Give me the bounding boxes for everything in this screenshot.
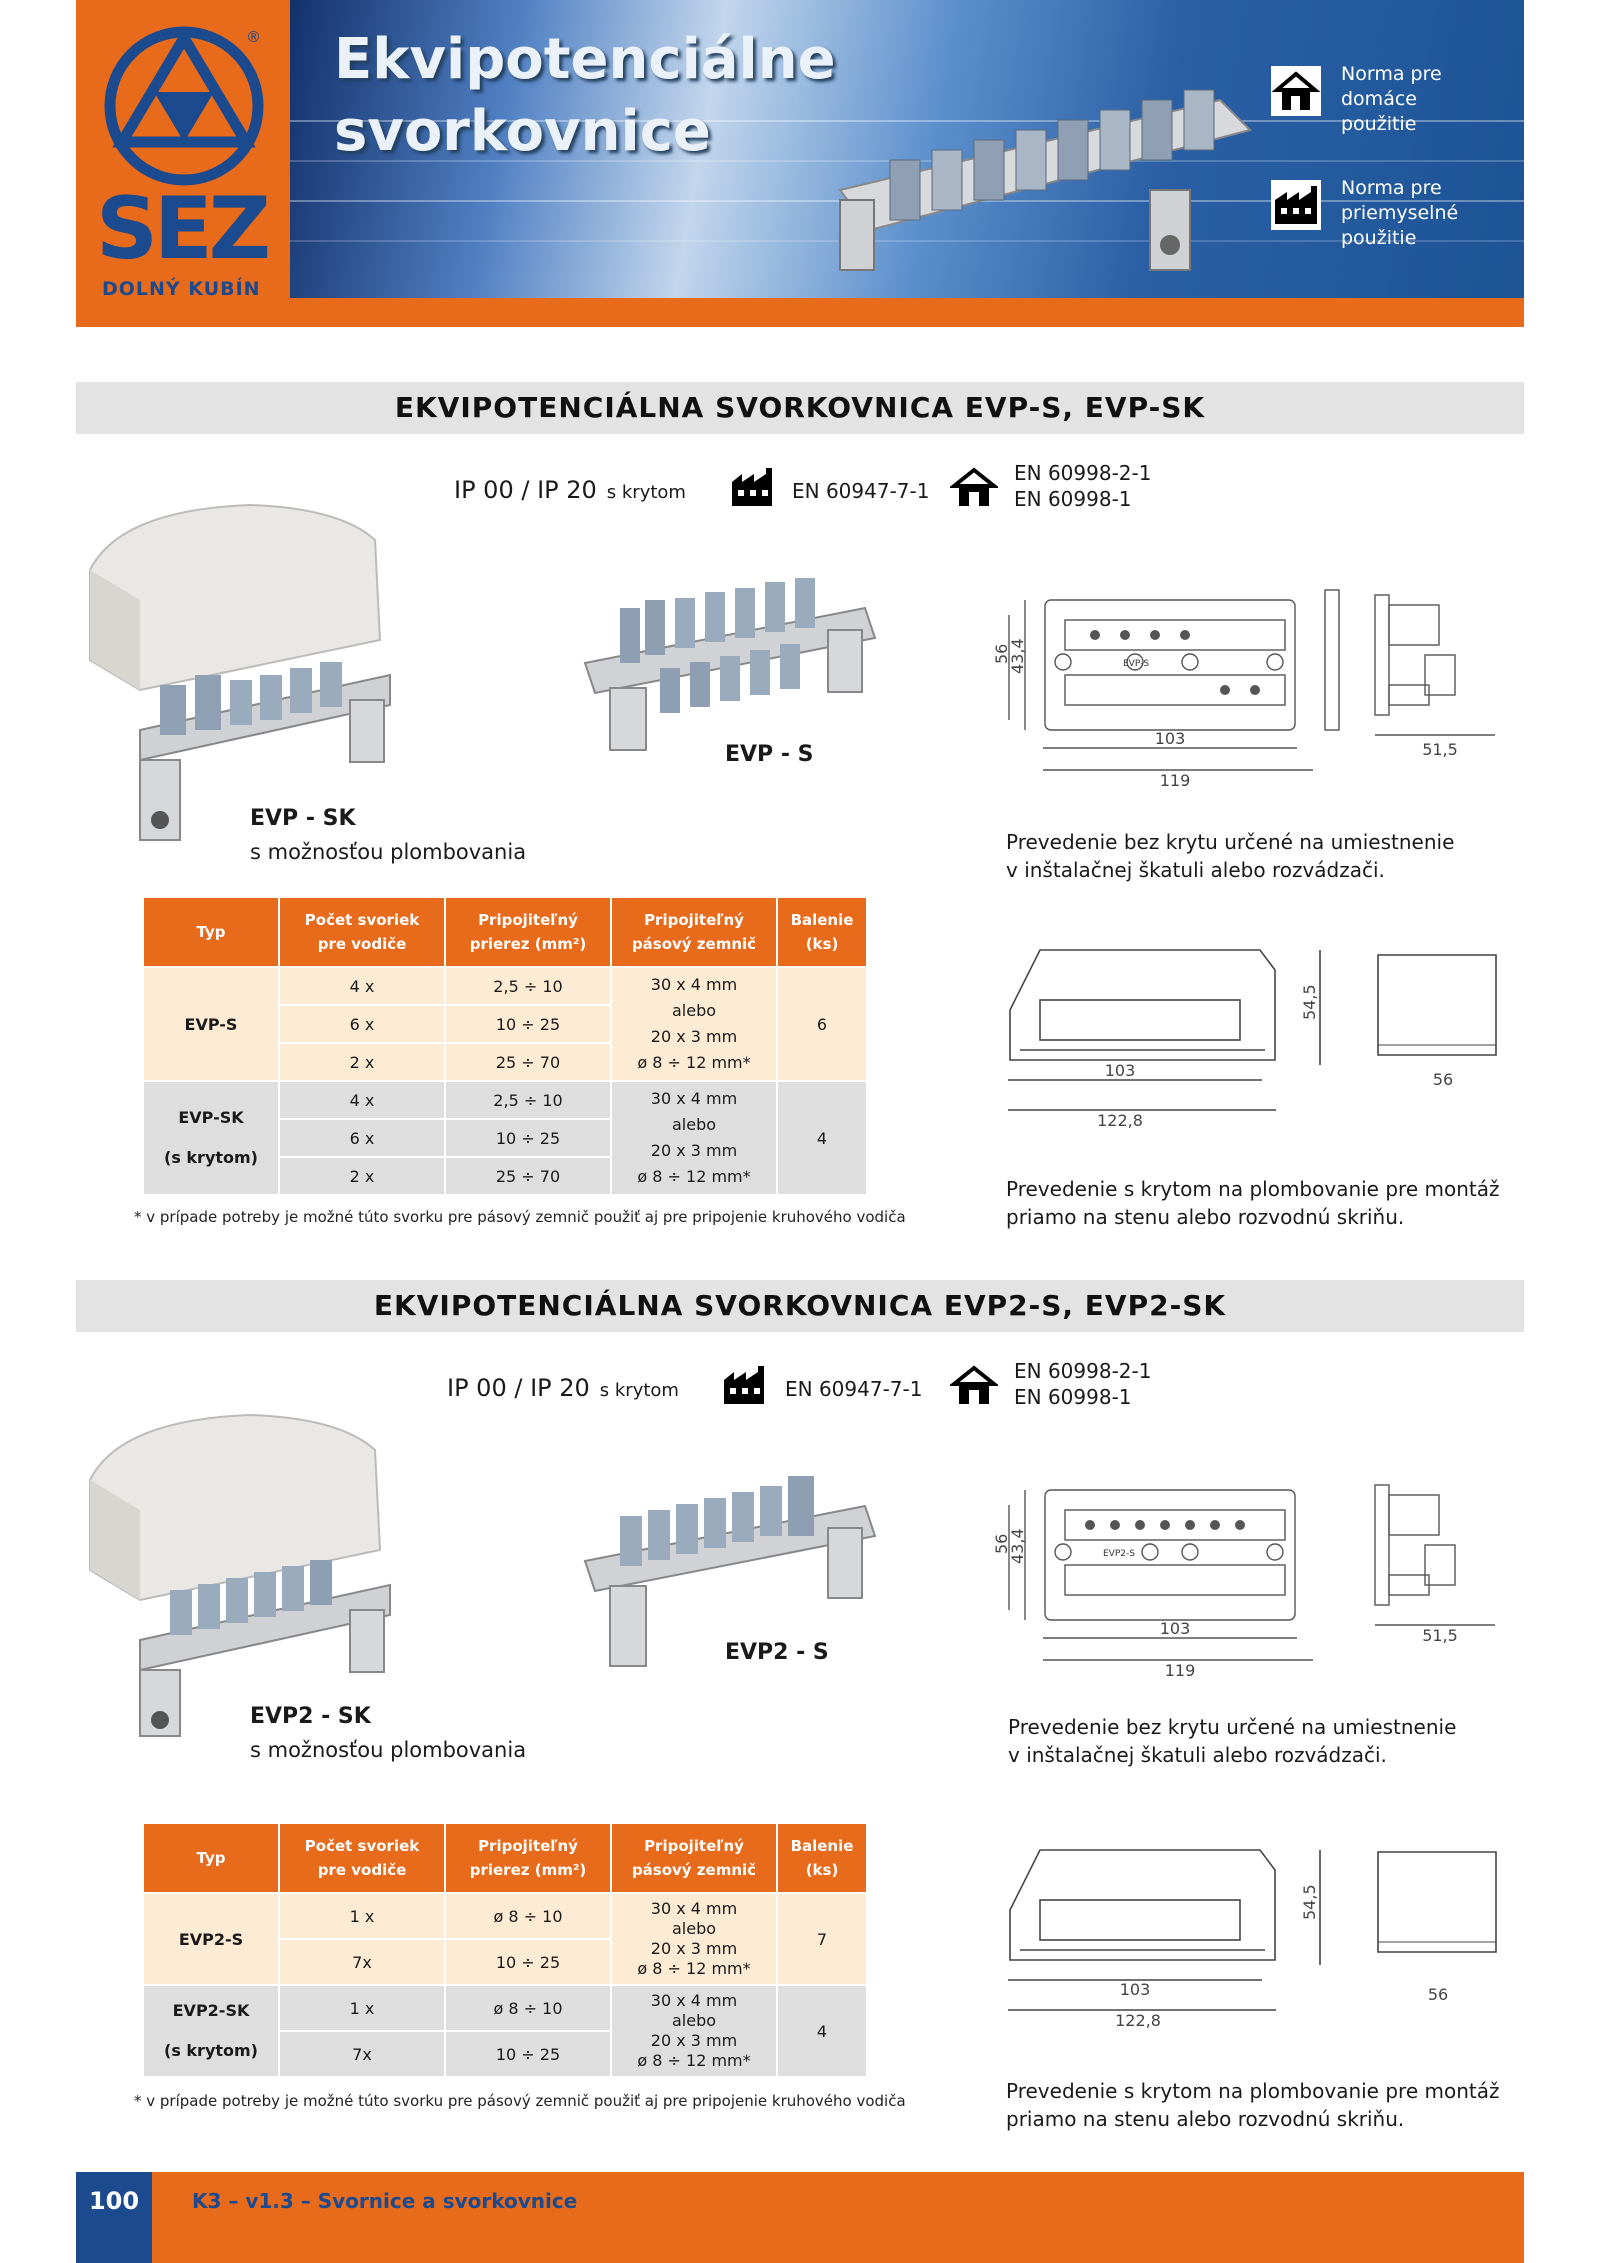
dim-cover-side: 56 [1432, 1070, 1454, 1089]
table-footnote: * v prípade potreby je možné túto svorku pre pásový zemnič použiť aj pre pripojenie kruhového vodiča [134, 2092, 906, 2110]
caption-with-cover: Prevedenie s krytom na plombovanie pre montáž priamo na stenu alebo rozvodnú skriňu. [1006, 1177, 1500, 1229]
brand-name: SEZ [96, 179, 268, 279]
table-footnote: * v prípade potreby je možné túto svorku pre pásový zemnič použiť aj pre pripojenie kruhového vodiča [134, 1208, 906, 1226]
th-count: Počet svoriek pre vodiče [280, 898, 444, 966]
caption-with-cover: Prevedenie s krytom na plombovanie pre montáž priamo na stenu alebo rozvodnú skriňu. [1006, 2079, 1500, 2131]
dim-h1: 56 [992, 1533, 1011, 1554]
table-row: 2 x 25 ÷ 70 [144, 1044, 866, 1080]
table-row: 2 x 25 ÷ 70 [144, 1158, 866, 1194]
dim-w1: 103 [1159, 1619, 1191, 1638]
table-row: 7x 10 ÷ 25 [144, 1940, 866, 1984]
house-icon [950, 464, 998, 510]
dim-w1: 103 [1154, 729, 1186, 748]
spec-table-evp2 [142, 1822, 868, 2078]
standard-industry: EN 60947-7-1 [792, 479, 930, 503]
dim-cover-w1: 103 [1119, 1980, 1151, 1999]
sez-logo [76, 0, 290, 300]
th-pack: Balenie (ks) [778, 898, 866, 966]
dim-h2: 43,4 [1008, 638, 1027, 674]
evp-s-side-drawing [1365, 585, 1505, 765]
evp-s-photo [580, 568, 880, 758]
standard-home: EN 60998-2-1 EN 60998-1 [1014, 1359, 1152, 1409]
product-label-evp2-s: EVP2 - S [725, 1640, 829, 1665]
dim-cover-h: 54,5 [1300, 1884, 1319, 1920]
factory-icon [730, 464, 778, 510]
plate-label: EVP2-S [1103, 1549, 1135, 1559]
evp-sk-cover-side-drawing [1368, 945, 1508, 1095]
factory-icon [1271, 180, 1321, 230]
dim-side: 51,5 [1422, 1626, 1458, 1645]
table-row: EVP2-S 1 x ø 8 ÷ 10 30 x 4 mm alebo 20 x 3 mm ø 8 ÷ 12 mm* 7 [144, 1894, 866, 1938]
dim-h2: 43,4 [1008, 1528, 1027, 1564]
evp2-s-side-drawing [1365, 1475, 1505, 1655]
th-count: Počet svoriek pre vodiče [280, 1824, 444, 1892]
product-label-evp-sk: EVP - SK [250, 806, 356, 831]
th-strip: Pripojiteľný pásový zemnič [612, 898, 776, 966]
th-strip: Pripojiteľný pásový zemnič [612, 1824, 776, 1892]
table-row: EVP2-SK (s krytom) 1 x ø 8 ÷ 10 30 x 4 mm alebo 20 x 3 mm ø 8 ÷ 12 mm* 4 [144, 1986, 866, 2030]
section-title-evp2: EKVIPOTENCIÁLNA SVORKOVNICA EVP2-S, EVP2-SK [76, 1280, 1524, 1332]
table-row: 6 x 10 ÷ 25 [144, 1006, 866, 1042]
registered-mark: ® [246, 28, 261, 46]
dim-cover-w1: 103 [1104, 1061, 1136, 1080]
evp-sk-photo [80, 500, 410, 845]
dim-h1: 56 [992, 643, 1011, 664]
dim-cover-w2: 122,8 [1097, 1111, 1143, 1130]
ip-rating: IP 00 / IP 20 s krytom [447, 1374, 679, 1402]
factory-icon [722, 1362, 770, 1408]
house-icon [1271, 66, 1321, 116]
dim-w2: 119 [1159, 771, 1191, 790]
house-icon [950, 1362, 998, 1408]
dim-w2: 119 [1164, 1661, 1196, 1680]
evp2-sk-cover-drawing [1000, 1840, 1340, 2040]
table-row: 7x 10 ÷ 25 [144, 2032, 866, 2076]
caption-without-cover: Prevedenie bez krytu určené na umiestnenie v inštalačnej škatuli alebo rozvádzači. [1006, 830, 1455, 882]
banner-product-photo [820, 40, 1270, 288]
product-sub-evp2-sk: s možnosťou plombovania [250, 1738, 527, 1762]
norm-home: Norma pre domáce použitie [1341, 62, 1442, 137]
standard-industry: EN 60947-7-1 [785, 1377, 923, 1401]
dim-side: 51,5 [1422, 740, 1458, 759]
header-banner [76, 0, 1524, 327]
standard-home: EN 60998-2-1 EN 60998-1 [1014, 461, 1152, 511]
dim-cover-h: 54,5 [1300, 984, 1319, 1020]
evp2-sk-cover-side-drawing [1368, 1842, 1508, 2012]
th-typ: Typ [144, 1824, 278, 1892]
product-label-evp2-sk: EVP2 - SK [250, 1704, 371, 1729]
footer-chapter: K3 – v1.3 – Svornice a svorkovnice [192, 2189, 578, 2213]
norm-industry: Norma pre priemyselné použitie [1341, 176, 1458, 251]
th-typ: Typ [144, 898, 278, 966]
evp2-s-technical-drawing [985, 1470, 1345, 1680]
product-sub-evp-sk: s možnosťou plombovania [250, 840, 527, 864]
caption-without-cover: Prevedenie bez krytu určené na umiestnenie v inštalačnej škatuli alebo rozvádzači. [1008, 1715, 1457, 1767]
plate-label: EVP-S [1123, 659, 1150, 669]
ip-rating: IP 00 / IP 20 s krytom [454, 476, 686, 504]
th-cross-section: Pripojiteľný prierez (mm²) [446, 1824, 610, 1892]
spec-table-evp [142, 896, 868, 1196]
th-cross-section: Pripojiteľný prierez (mm²) [446, 898, 610, 966]
table-row: EVP-S 4 x 2,5 ÷ 10 30 x 4 mm alebo 20 x 3 mm ø 8 ÷ 12 mm* 6 [144, 968, 866, 1004]
brand-city: DOLNÝ KUBÍN [102, 278, 261, 300]
table-row: EVP-SK (s krytom) 4 x 2,5 ÷ 10 30 x 4 mm alebo 20 x 3 mm ø 8 ÷ 12 mm* 4 [144, 1082, 866, 1118]
th-pack: Balenie (ks) [778, 1824, 866, 1892]
dim-cover-w2: 122,8 [1115, 2011, 1161, 2030]
dim-cover-side: 56 [1427, 1985, 1449, 2004]
table-row: 6 x 10 ÷ 25 [144, 1120, 866, 1156]
page-title: Ekvipotenciálne svorkovnice [334, 27, 836, 164]
evp-s-technical-drawing [985, 580, 1345, 790]
evp2-sk-photo [80, 1410, 410, 1740]
page-number: 100 [76, 2172, 152, 2263]
section-title-evp: EKVIPOTENCIÁLNA SVORKOVNICA EVP-S, EVP-SK [76, 382, 1524, 434]
page-footer [76, 2172, 1524, 2263]
evp-sk-cover-drawing [1000, 940, 1340, 1140]
banner-image [290, 0, 1524, 298]
product-label-evp-s: EVP - S [725, 742, 814, 767]
